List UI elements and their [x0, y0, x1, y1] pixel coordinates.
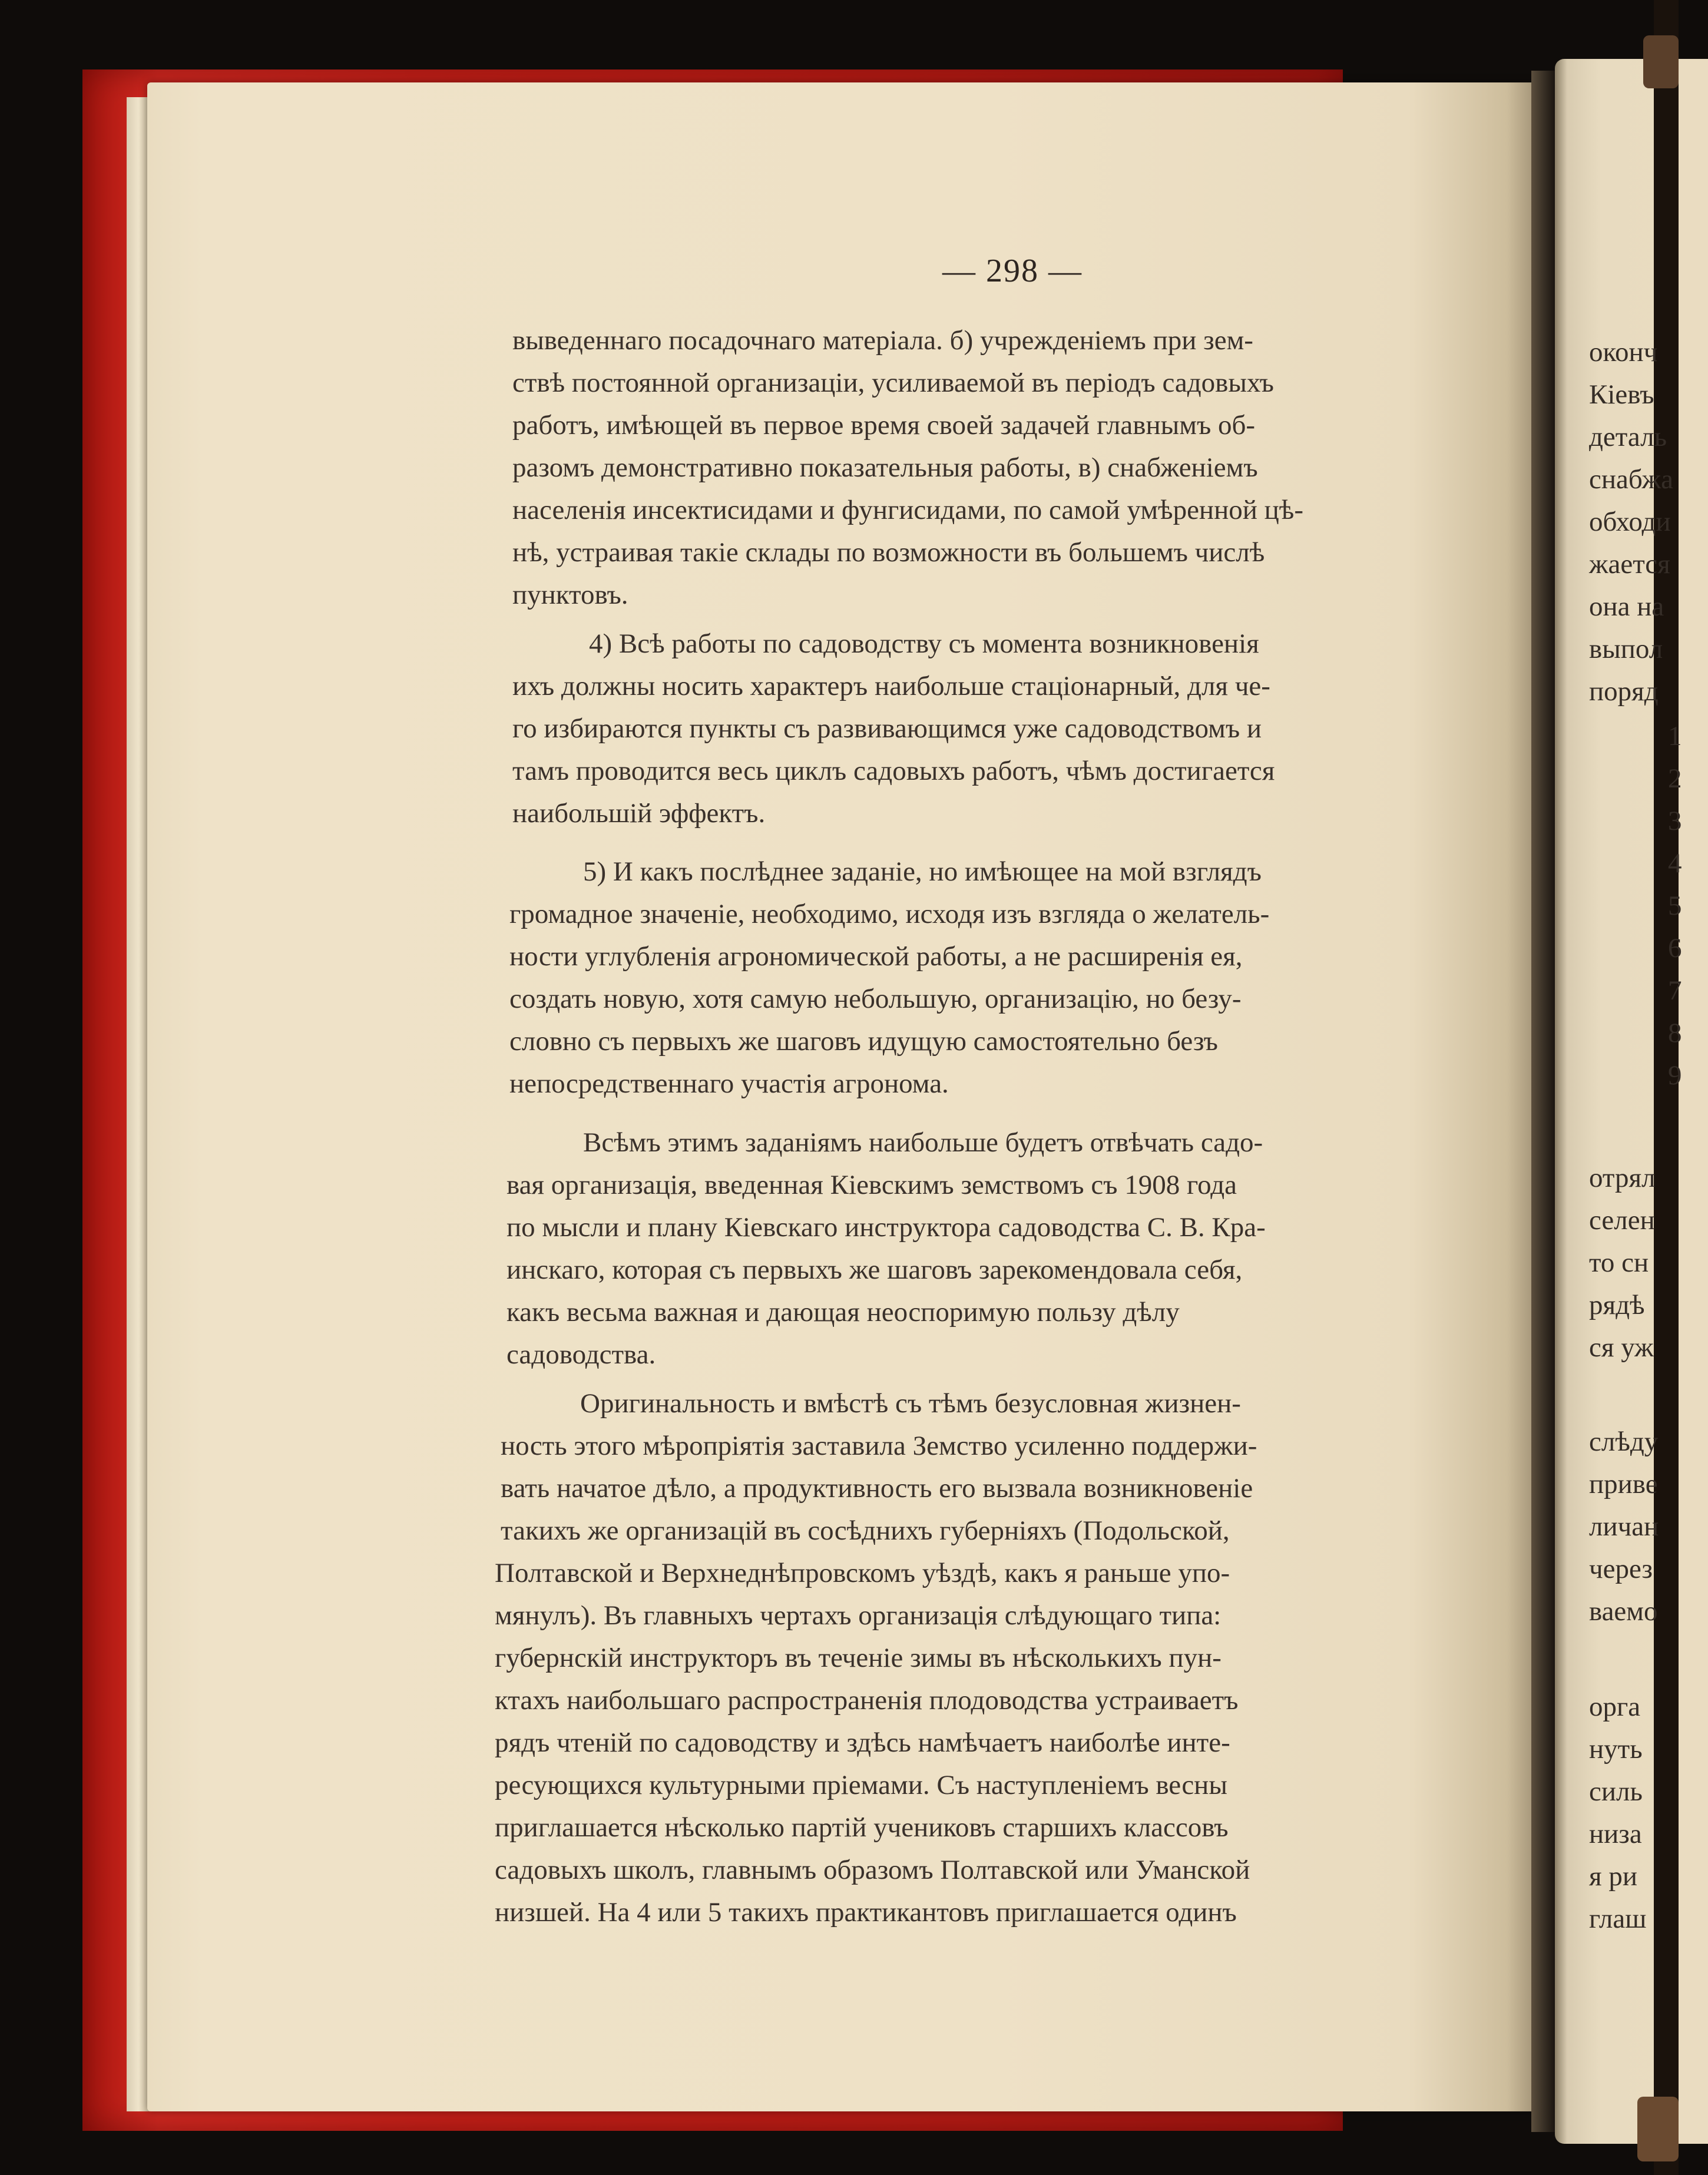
text-line: тамъ проводится весь циклъ садовыхъ работъ, чѣмъ достигается: [512, 756, 1275, 786]
facing-text-fragment: 4: [1668, 848, 1682, 879]
text-line: такихъ же организацій въ сосѣднихъ губерніяхъ (Подольской,: [501, 1515, 1230, 1546]
text-line: непосредственнаго участія агронома.: [509, 1068, 949, 1099]
text-line: Полтавской и Верхнеднѣпровскомъ уѣздѣ, какъ я раньше упо-: [495, 1558, 1230, 1588]
facing-text-fragment: деталь: [1589, 422, 1667, 452]
facing-text-fragment: слѣду: [1589, 1426, 1659, 1457]
facing-text-fragment: низа: [1589, 1819, 1642, 1849]
facing-text-fragment: я ри: [1589, 1861, 1638, 1892]
text-line: садовыхъ школъ, главнымъ образомъ Полтавской или Уманской: [495, 1855, 1250, 1885]
text-line: садоводства.: [507, 1339, 656, 1370]
text-line: го избираются пункты съ развивающимся уже садоводствомъ и: [512, 713, 1262, 744]
text-line: вая организація, введенная Кіевскимъ земствомъ съ 1908 года: [507, 1170, 1237, 1200]
facing-text-fragment: 2: [1668, 763, 1682, 794]
text-line: пунктовъ.: [512, 580, 628, 610]
text-line: ресующихся культурными пріемами. Съ наступленіемъ весны: [495, 1770, 1227, 1800]
facing-text-fragment: Кіевъ: [1589, 379, 1654, 410]
text-line: наибольшій эффектъ.: [512, 798, 766, 829]
spine-gutter-shadow: [1531, 71, 1555, 2132]
text-line: по мысли и плану Кіевскаго инструктора садоводства С. В. Кра-: [507, 1212, 1266, 1243]
text-line: работъ, имѣющей въ первое время своей задачей главнымъ об-: [512, 410, 1256, 441]
text-line: громадное значеніе, необходимо, исходя изъ взгляда о желатель-: [509, 899, 1270, 929]
text-line: ность этого мѣропріятія заставила Земство усиленно поддержи-: [501, 1431, 1257, 1461]
text-line: рядъ чтеній по садоводству и здѣсь намѣчаетъ наиболѣе инте-: [495, 1727, 1230, 1758]
facing-text-fragment: то сн: [1589, 1247, 1649, 1278]
facing-text-fragment: приве: [1589, 1469, 1658, 1499]
text-line: нѣ, устраивая такіе склады по возможности въ большемъ числѣ: [512, 537, 1265, 568]
facing-text-fragment: нуть: [1589, 1734, 1643, 1765]
text-line: 5) И какъ послѣднее заданіе, но имѣющее на мой взглядъ: [583, 856, 1262, 887]
text-line: мянулъ). Въ главныхъ чертахъ организація слѣдующаго типа:: [495, 1600, 1222, 1631]
facing-text-fragment: 5: [1668, 890, 1682, 921]
facing-text-fragment: она на: [1589, 591, 1664, 622]
page-number: — 298 —: [942, 253, 1083, 289]
facing-text-fragment: жается: [1589, 549, 1670, 580]
facing-text-fragment: обходи: [1589, 506, 1671, 537]
facing-text-fragment: через: [1589, 1554, 1653, 1584]
facing-text-fragment: силь: [1589, 1776, 1643, 1807]
text-line: выведеннаго посадочнаго матеріала. б) учрежденіемъ при зем-: [512, 325, 1253, 356]
text-line: приглашается нѣсколько партій учениковъ старшихъ классовъ: [495, 1812, 1229, 1843]
facing-text-fragment: ся уж: [1589, 1332, 1654, 1363]
facing-text-fragment: глаш: [1589, 1903, 1647, 1934]
facing-text-fragment: снабжа: [1589, 464, 1673, 495]
text-line: низшей. На 4 или 5 такихъ практикантовъ приглашается одинъ: [495, 1897, 1237, 1928]
facing-cover-corner-bottom: [1637, 2097, 1679, 2161]
text-line: ктахъ наибольшаго распространенія плодоводства устраиваетъ: [495, 1685, 1239, 1716]
facing-text-fragment: 1: [1668, 721, 1682, 752]
text-line: создать новую, хотя самую небольшую, организацію, но безу-: [509, 984, 1242, 1014]
facing-text-fragment: выпол: [1589, 634, 1663, 664]
facing-text-fragment: орга: [1589, 1691, 1641, 1722]
text-line: какъ весьма важная и дающая неоспоримую пользу дѣлу: [507, 1297, 1180, 1327]
text-line: 4) Всѣ работы по садоводству съ момента возникновенія: [589, 628, 1259, 659]
text-line: населенія инсектисидами и фунгисидами, по самой умѣренной цѣ-: [512, 495, 1303, 525]
text-line: словно съ первыхъ же шаговъ идущую самостоятельно безъ: [509, 1026, 1218, 1057]
facing-text-fragment: отрял: [1589, 1163, 1656, 1193]
facing-text-fragment: селен: [1589, 1205, 1655, 1236]
text-line: ихъ должны носить характеръ наибольше стаціонарный, для че-: [512, 671, 1270, 701]
facing-text-fragment: оконч: [1589, 337, 1658, 368]
facing-cover-corner-top: [1643, 35, 1679, 88]
text-line: Всѣмъ этимъ заданіямъ наибольше будетъ отвѣчать садо-: [583, 1127, 1263, 1158]
facing-text-fragment: 8: [1668, 1018, 1682, 1048]
text-line: инскаго, которая съ первыхъ же шаговъ зарекомендовала себя,: [507, 1254, 1243, 1285]
facing-text-fragment: 7: [1668, 975, 1682, 1006]
facing-text-fragment: 6: [1668, 933, 1682, 964]
page-block-edge: [127, 97, 150, 2111]
text-line: вать начатое дѣло, а продуктивность его вызвала возникновеніе: [501, 1473, 1253, 1504]
facing-text-fragment: рядѣ: [1589, 1290, 1645, 1320]
facing-text-fragment: ваемо: [1589, 1596, 1658, 1627]
text-line: ности углубленія агрономической работы, а не расширенія ея,: [509, 941, 1243, 972]
text-line: разомъ демонстративно показательныя работы, в) снабженіемъ: [512, 452, 1258, 483]
facing-text-fragment: личан: [1589, 1511, 1659, 1542]
facing-text-fragment: 9: [1668, 1060, 1682, 1091]
text-line: ствѣ постоянной организаціи, усиливаемой въ періодъ садовыхъ: [512, 368, 1274, 398]
facing-text-fragment: поряд: [1589, 676, 1659, 707]
text-line: губернскій инструкторъ въ теченіе зимы въ нѣсколькихъ пун-: [495, 1643, 1222, 1673]
facing-text-fragment: 3: [1668, 806, 1682, 836]
text-line: Оригинальность и вмѣстѣ съ тѣмъ безусловная жизнен-: [580, 1388, 1241, 1419]
